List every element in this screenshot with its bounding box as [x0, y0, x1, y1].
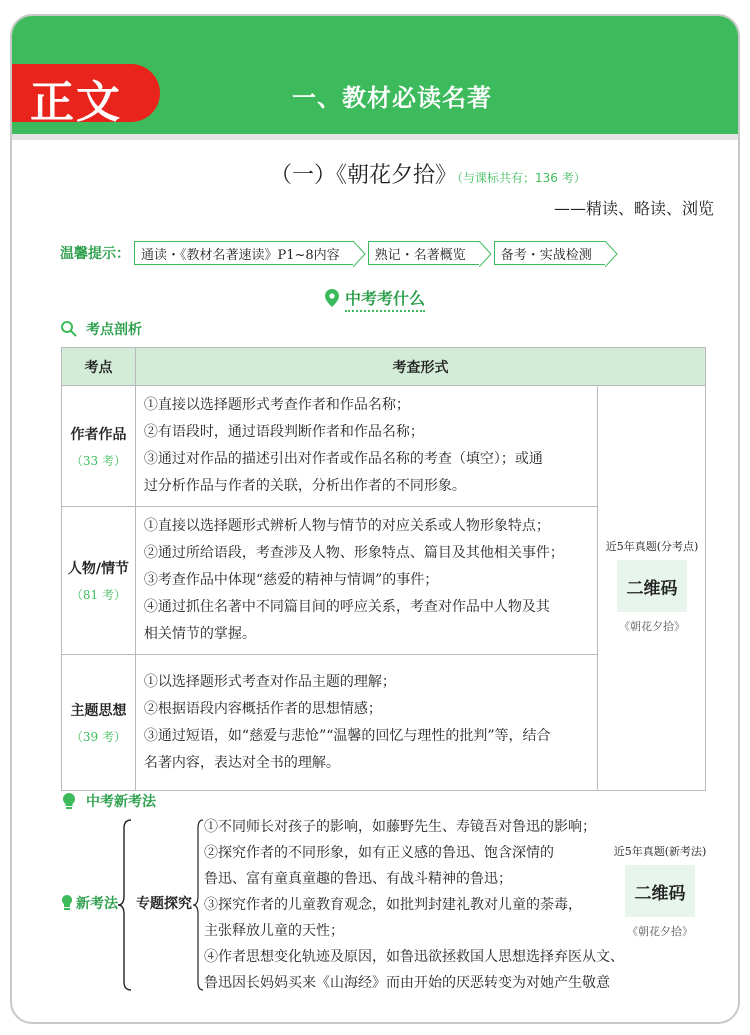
qr-book-name: 《朝花夕拾》	[619, 620, 685, 633]
tips-label: 温馨提示：	[60, 246, 130, 262]
new-method-line: ③探究作者的儿童教育观念，如批判封建礼教对儿童的荼毒，	[204, 897, 582, 913]
chapter-title: 一、教材必读名著	[292, 84, 492, 112]
section-tag	[12, 64, 160, 128]
book-title	[270, 158, 586, 189]
section-tag-label: 正文	[30, 77, 122, 128]
form-line: ②有语段时，通过语段判断作者和作品名称；	[143, 424, 424, 440]
form-line: ①直接以选择题形式辨析人物与情节的对应关系或人物形象特点；	[143, 518, 550, 534]
brace-icon	[117, 818, 133, 992]
tip-item	[368, 241, 480, 265]
new-method-line: 鲁迅因长妈妈买来《山海经》而由开始的厌恶转变为对她产生敬意	[204, 975, 610, 991]
form-line: ③考查作品中体现“慈爱的精神与情调”的事件；	[143, 572, 439, 588]
column-header: 考点	[62, 348, 136, 386]
point-cell	[62, 655, 136, 791]
form-line: 过分析作品与作者的关联，分析出作者的不同形象。	[143, 478, 466, 494]
topic-label: 专题探究	[136, 896, 192, 912]
book-title-text: （一）《朝花夕拾》	[270, 163, 458, 188]
point-name: 作者作品	[70, 426, 127, 443]
form-line: ①直接以选择题形式考查作者和作品名称；	[143, 397, 410, 413]
point-count: （33 考）	[70, 453, 126, 468]
point-name: 人物/情节	[67, 561, 130, 577]
form-line: ④通过抓住名著中不同篇目间的呼应关系，考查对作品中人物及其	[143, 599, 550, 615]
new-method-line: ①不同师长对孩子的影响，如藤野先生、寿镜吾对鲁迅的影响；	[204, 819, 596, 835]
qr-code[interactable]: 二维码	[617, 560, 687, 612]
book-title-note: （与课标共有；136 考）	[457, 171, 586, 185]
analysis-heading-text: 考点剖析	[86, 322, 142, 338]
new-method-line: 主张释放儿童的天性；	[204, 923, 344, 939]
chevron-right-icon	[353, 241, 366, 267]
tip-item	[134, 241, 354, 265]
new-method-line: ②探究作者的不同形象，如有正义感的鲁迅、饱含深情的	[204, 845, 554, 861]
new-method-heading	[60, 791, 156, 811]
qr-book-name: 《朝花夕拾》	[627, 925, 693, 938]
tip-item-label: 备考・实战检测	[500, 247, 592, 263]
form-line: 名著内容，表达对全书的理解。	[143, 754, 340, 771]
lightbulb-icon	[60, 792, 78, 810]
form-cell	[135, 655, 597, 791]
tip-item-label: 通读・《教材名著速读》P1~8内容	[141, 247, 340, 263]
section-heading	[0, 286, 750, 309]
column-header: 考查形式	[135, 348, 705, 386]
table-row	[62, 386, 706, 507]
point-count: （39 考）	[70, 730, 126, 744]
point-count: （81 考）	[70, 588, 126, 602]
tips-bar	[60, 240, 620, 266]
new-method-label-text: 新考法	[76, 896, 118, 912]
new-method-line: ④作者思想变化轨迹及原因，如鲁迅欲拯救国人思想选择弃医从文、	[204, 949, 624, 965]
form-line: ③通过对作品的描述引出对作者或作品名称的考查（填空）；或通	[143, 451, 543, 467]
reading-modes: ——精读、略读、浏览	[553, 199, 714, 218]
qr-block-new-method	[604, 843, 716, 939]
form-cell	[135, 386, 597, 507]
new-method-heading-text: 中考新考法	[86, 794, 156, 810]
chevron-right-icon	[605, 241, 618, 267]
tip-item	[494, 241, 606, 265]
point-cell	[62, 386, 136, 507]
new-method-label	[60, 893, 118, 913]
form-line: ②根据语段内容概括作者的思想情感；	[143, 700, 382, 717]
chevron-right-icon	[479, 241, 492, 267]
header-divider	[12, 134, 738, 140]
point-cell	[62, 507, 136, 655]
tip-item-label: 熟记・名著概览	[374, 247, 466, 263]
point-name: 主题思想	[70, 703, 127, 719]
qr-block-points	[600, 538, 704, 634]
analysis-heading	[60, 319, 142, 339]
form-cell	[135, 507, 597, 655]
table-header-row	[62, 348, 706, 386]
magnifier-icon	[60, 320, 78, 338]
qr-code[interactable]: 二维码	[625, 865, 695, 917]
qr-caption: 近5年真题(分考点)	[605, 540, 699, 553]
qr-caption: 近5年真题(新考法)	[613, 845, 707, 858]
form-line: ②通过所给语段，考查涉及人物、形象特点、篇目及其他相关事件；	[143, 545, 564, 561]
form-line: ③通过短语，如“慈爱与悲怆”“温馨的回忆与理性的批判”等，结合	[143, 727, 551, 744]
new-method-line: 鲁迅、富有童真童趣的鲁迅、有战斗精神的鲁迅；	[204, 871, 512, 887]
new-method-content	[204, 814, 624, 996]
section-heading-text: 中考考什么	[345, 289, 425, 312]
lightbulb-icon	[60, 895, 74, 911]
brace-icon	[192, 818, 204, 992]
form-line: ①以选择题形式考查对作品主题的理解；	[143, 673, 396, 690]
location-pin-icon	[325, 289, 339, 307]
form-line: 相关情节的掌握。	[143, 626, 256, 642]
